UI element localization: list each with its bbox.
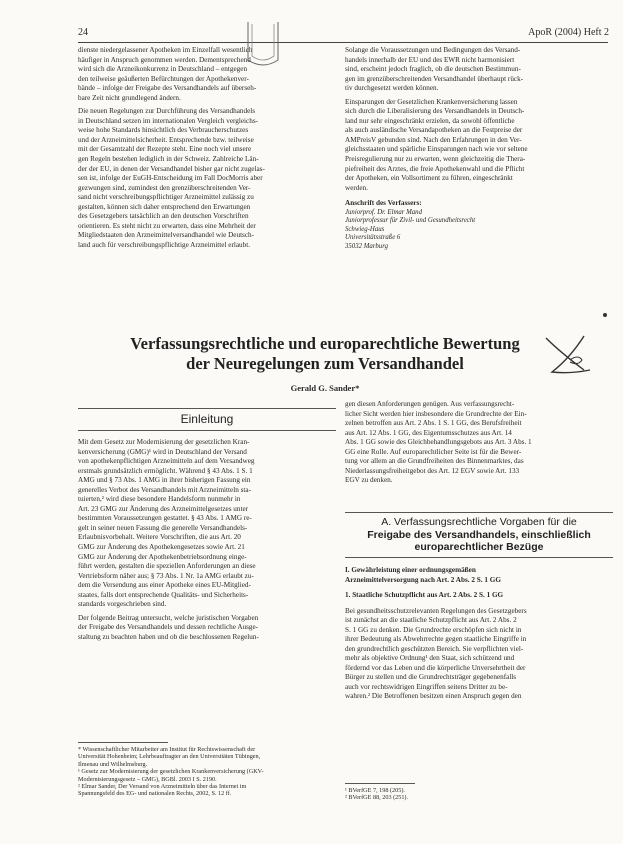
footnote-rule-left [78, 742, 168, 743]
author-address: Anschrift des Verfassers: Juniorprof. Dr. Elmar Mand Juniorprofessur für Zivil- und Gesundheitsrecht Schwieg-Haus Universitätsstraße 6 35032 Marburg [345, 199, 476, 251]
paragraph-top-left-1: dienste niedergelassener Apotheken im Einzelfall wesentlich häufiger in Anspruch genommen werden. Dementsprechend wird sich die Arzneikonkurrenz in Deutschland – entgegen den teilweise geäußerten Befürchtungen der Apothekenver- bände – infolge der Freigabe des Versandhandels auf überseh- bare Zeit nicht grundlegend ändern. [78, 46, 257, 102]
right-column-top [345, 46, 613, 252]
footnotes-right: ¹ BVerfGE 7, 198 (205). ² BVerfGE 88, 203 (251). [345, 787, 409, 802]
handwritten-mark [540, 330, 600, 380]
journal-header: ApoR (2004) Heft 2 [528, 27, 609, 38]
article-author: Gerald G. Sander* [290, 383, 360, 393]
paragraph-top-right-1: Solange die Voraussetzungen und Bedingungen des Versand- handels innerhalb der EU und des EWR nicht harmonisiert sind, erscheint jedoch fraglich, ob die deutschen Bestimmun- gen im grenzüberschreitenden Versandhandel überhaupt rück- tiv durchgesetzt werden können. [345, 46, 524, 93]
page-number: 24 [78, 27, 88, 38]
section-a-body: I. Gewährleistung einer ordnungsgemäßen Arzneimittelversorgung nach Art. 2 Abs. 2 S. 1 GG 1. Staatliche Schutzpflicht aus Art. 2 Abs. 2 S. 1 GG Bei gesundheitsschutzrelevanten Regelungen des Gesetzgebers ist zunächst an die staatliche Schutzpflicht aus Art. 2 Abs. 2 S. 1 GG zu denken. Die Grundrechte erschöpfen sich nicht in ihrer Bedeutung als Abwehrrechte gegen staatliche Eingriffe in den grundrechtlich geschützten Bereich. Sie verpflichten viel- mehr als objektive Ordnung¹ den Staat, sich schützend und fördernd vor das Leben und die körperliche Unversehrtheit der Bürger zu stellen und die Grundrechtsträger gegebenenfalls auch vor rechtswidrigen Eingriffen seitens Dritter zu be- wahren.² Die Betroffenen besitzen einen Anspruch gegen den [345, 566, 613, 702]
section-heading-a: A. Verfassungsrechtliche Vorgaben für die Freigabe des Versandhandels, einschließlich europarechtlicher Bezüge [345, 516, 613, 554]
subheading-2: 1. Staatliche Schutzpflicht aus Art. 2 Abs. 2 S. 1 GG [345, 591, 504, 599]
introduction-paragraph-1: Mit dem Gesetz zur Modernisierung der gesetzlichen Kran- kenversicherung (GMG)¹ wird in Deutschland der Versand von apothekenpflichtigen Arzneimitteln auf dem Versandweg erstmals grundsätzlich ermöglicht. Während § 43 Abs. 1 S. 1 AMG und § 73 Abs. 1 AMG in ihrer bisherigen Fassung ein generelles Verbot des Versandhandels mit Arzneimitteln sta- tuierten,² wird diese besondere Handelsform nunmehr in Art. 23 GMG zur Änderung des Arzneimittelgesetzes unter bestimmten Voraussetzungen gestattet. § 43 Abs. 1 AMG re- gelt in seiner neuen Fassung die generelle Versandhandels- Erlaubnisvorbehalt. Weitere Vorschriften, die aus Art. 20 GMG zur Änderung des Apothekengesetzes sowie Art. 21 GMG zur Änderung der Apothekenbetriebsordnung einge- führt werden, gestalten die speziellen Anforderungen an diese Vertriebsform näher aus; § 73 Abs. 1 Nr. 1a AMG erlaubt zu- dem die Versendung aus einer Apotheke eines EU-Mitglied- staates, falls dort entsprechende Qualitäts- und Sicherheits- standards vorgeschrieben sind. [78, 438, 256, 609]
introduction-body [78, 438, 336, 646]
end-marker-dot [603, 313, 607, 317]
right-intro-continuation: gen diesen Anforderungen genügen. Aus verfassungsrecht- licher Sicht werden hier insbesondere die Grundrechte der Ein- zelnen betroffen aus Art. 2 Abs. 1 S. 1 GG, des Berufsfreiheit aus Art. 12 Abs. 1 GG, des Eigentumsschutzes aus Art. 14 Abs. 1 GG sowie des Gleichbehandlungsgebots aus Art. 3 Abs. 1 GG eine Rolle. Auf europarechtlicher Seite ist für die Bewer- tung vor allem an die Grundfreiheiten des Binnenmarktes, das Niederlassungsfreiheitgebot des Art. 12 EGV sowie Art. 133 EGV zu denken. [345, 400, 532, 485]
introduction-paragraph-2: Der folgende Beitrag untersucht, welche juristischen Vorgaben der Freigabe des Versandhandels und dessen rechtliche Ausge- staltung zu beachten haben und ob die beschlossenen Regelun- [78, 613, 259, 641]
left-column-top [78, 46, 336, 254]
article-title: Verfassungsrechtliche und europarechtliche Bewertung der Neuregelungen zum Versandhandel [130, 334, 520, 373]
paragraph-top-right-2: Einsparungen der Gesetzlichen Krankenversicherung lassen sich durch die Liberalisierung des Versandhandels in Deutsch- land nur sehr eingeschränkt erzielen, da sowohl öffentliche als auch ausländische Versandapotheken an die Festpreise der AMPreisV gebunden sind. Nach den Erfahrungen in den Ver- gleichsstaaten und spärliche Einsparungen nach wie vor seltene Preisregulierung nur zu erwarten, wenn gleichzeitig die Thera- piefreiheit des Arztes, die freie Apothekenwahl und die Pflicht der Apotheken, ein Vollsortiment zu führen, eingeschränkt werden. [345, 97, 528, 192]
subheading-1: I. Gewährleistung einer ordnungsgemäßen Arzneimittelversorgung nach Art. 2 Abs. 2 S. 1 GG [345, 566, 501, 584]
section-heading-introduction: Einleitung [78, 408, 336, 426]
header-rule [78, 42, 608, 43]
paragraph-top-left-2: Die neuen Regelungen zur Durchführung des Versandhandels in Deutschland setzen im internationalen Vergleich vergleichs- weise hohe Standards hinsichtlich des Verbraucherschutzes und der Arzneimittelsicherheit. Entsprechende bzw. teilweise mit der Gesamtzahl der Rezepte steht. Eine noch viel unsere gen Regeln bestehen lediglich in der Schweiz. Zahlreiche Län- der der EU, in denen der Versandhandel bisher gar nicht zugelas- sen ist, infolge der EuGH-Entscheidung im Fall DocMorris aber gezwungen sind, zumindest den grenzüberschreitenden Ver- sand nicht verschreibungspflichtiger Arzneimittel zulässig zu gestalten, können sich daher entsprechend den Erwartungen des Gesetzgebers tatsächlich an den deutschen Vorschriften orientieren. Es steht nicht zu erwarten, dass eine Mehrheit der Mitgliedstaaten den Arzneimittelversandhandel wie Deutsch- land auch für verschreibungspflichtige Arzneimittel erlaubt. [78, 107, 265, 249]
footnotes-left: * Wissenschaftlicher Mitarbeiter am Institut für Rechtswissenschaft der Universität Hohenheim; Lehrbeauftragter an den Universitäten Tübingen, Ilmenau und Wilhelmsburg. ¹ Gesetz zur Modernisierung der gesetzlichen Krankenversicherung (GKV- Modernisierungsgesetz – GMG), BGBl. 2003 I S. 2190. ² Elmar Sander, Der Versand von Arzneimitteln über das Internet im Spannungsfeld des EG- und nationalen Rechts, 2002, S. 12 ff. [78, 746, 264, 798]
footnote-rule-right [345, 783, 415, 784]
